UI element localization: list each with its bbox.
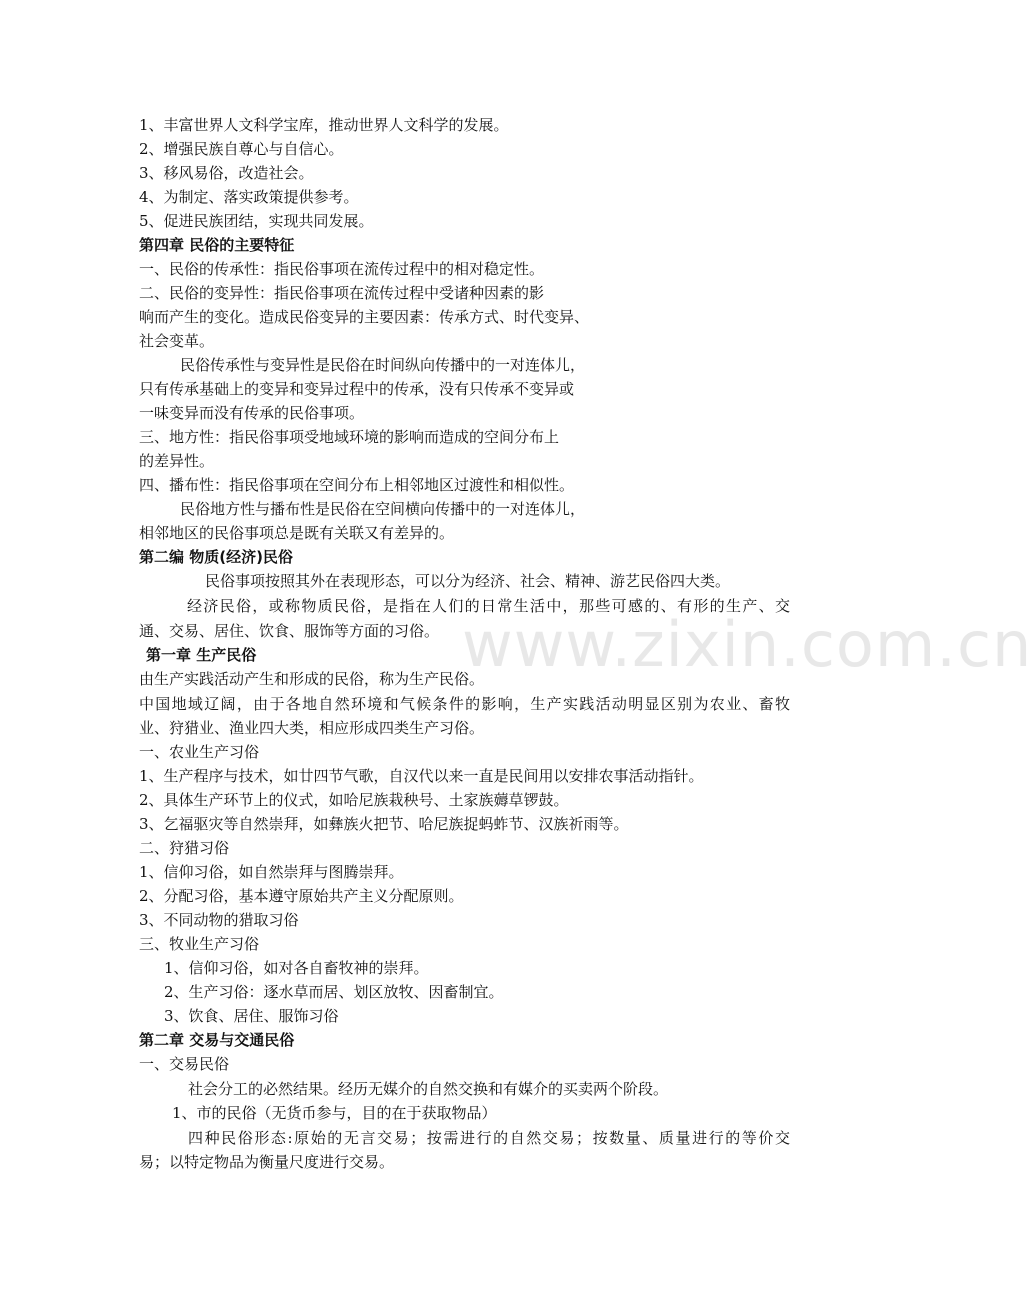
- paragraph-line: 四、播布性：指民俗事项在空间分布上相邻地区过渡性和相似性。: [139, 476, 575, 494]
- list-item: 2、增强民族自尊心与自信心。: [139, 140, 344, 158]
- list-item: 1、生产程序与技术，如廿四节气歌，自汉代以来一直是民间用以安排农事活动指针。: [139, 767, 704, 785]
- paragraph-line: 民俗地方性与播布性是民俗在空间横向传播中的一对连体儿，: [180, 500, 586, 518]
- paragraph-line: 二、民俗的变异性：指民俗事项在流传过程中受诸种因素的影: [139, 284, 545, 302]
- chapter-heading: 第一章 生产民俗: [146, 646, 257, 664]
- list-item: 2、具体生产环节上的仪式，如哈尼族栽秧号、土家族薅草锣鼓。: [139, 791, 569, 809]
- paragraph-line: 业、狩猎业、渔业四大类，相应形成四类生产习俗。: [139, 719, 485, 737]
- paragraph-line: 社会分工的必然结果。经历无媒介的自然交换和有媒介的买卖两个阶段。: [188, 1080, 669, 1098]
- paragraph-line: 社会变革。: [139, 332, 215, 350]
- paragraph-line: 三、地方性：指民俗事项受地域环境的影响而造成的空间分布上: [139, 428, 560, 446]
- paragraph-line: 通、交易、居住、饮食、服饰等方面的习俗。: [139, 622, 440, 640]
- part-heading: 第二编 物质(经济)民俗: [139, 548, 293, 566]
- section-heading: 三、牧业生产习俗: [139, 935, 260, 953]
- list-item: 1、丰富世界人文科学宝库，推动世界人文科学的发展。: [139, 116, 509, 134]
- chapter-heading: 第二章 交易与交通民俗: [139, 1031, 295, 1049]
- section-heading: 一、农业生产习俗: [139, 743, 260, 761]
- list-item: 2、生产习俗：逐水草而居、划区放牧、因畜制宜。: [164, 983, 504, 1001]
- paragraph-line: 的差异性。: [139, 452, 215, 470]
- paragraph-line: 民俗传承性与变异性是民俗在时间纵向传播中的一对连体儿，: [180, 356, 586, 374]
- list-item: 1、市的民俗（无货币参与，目的在于获取物品）: [172, 1104, 497, 1122]
- list-item: 5、促进民族团结，实现共同发展。: [139, 212, 374, 230]
- paragraph-line: 一、民俗的传承性：指民俗事项在流传过程中的相对稳定性。: [139, 260, 545, 278]
- watermark: www.zixin.com.cn: [462, 608, 1032, 681]
- paragraph-line: 四种民俗形态:原始的无言交易；按需进行的自然交易；按数量、质量进行的等价交: [188, 1129, 790, 1147]
- list-item: 3、饮食、居住、服饰习俗: [164, 1007, 339, 1025]
- paragraph-line: 民俗事项按照其外在表现形态，可以分为经济、社会、精神、游艺民俗四大类。: [205, 572, 731, 590]
- paragraph-line: 中国地域辽阔，由于各地自然环境和气候条件的影响，生产实践活动明显区别为农业、畜牧: [139, 695, 790, 713]
- list-item: 1、信仰习俗，如自然崇拜与图腾崇拜。: [139, 863, 404, 881]
- paragraph-line: 相邻地区的民俗事项总是既有关联又有差异的。: [139, 524, 455, 542]
- list-item: 1、信仰习俗，如对各自畜牧神的崇拜。: [164, 959, 429, 977]
- paragraph-line: 由生产实践活动产生和形成的民俗，称为生产民俗。: [139, 670, 485, 688]
- paragraph-line: 响而产生的变化。造成民俗变异的主要因素：传承方式、时代变异、: [139, 308, 590, 326]
- paragraph-line: 一味变异而没有传承的民俗事项。: [139, 404, 365, 422]
- list-item: 3、不同动物的猎取习俗: [139, 911, 299, 929]
- section-heading: 二、狩猎习俗: [139, 839, 230, 857]
- list-item: 3、乞福驱灾等自然崇拜，如彝族火把节、哈尼族捉蚂蚱节、汉族祈雨等。: [139, 815, 629, 833]
- paragraph-line: 易；以特定物品为衡量尺度进行交易。: [139, 1153, 395, 1171]
- section-heading: 一、交易民俗: [139, 1055, 230, 1073]
- list-item: 3、移风易俗，改造社会。: [139, 164, 314, 182]
- list-item: 4、为制定、落实政策提供参考。: [139, 188, 359, 206]
- chapter-heading: 第四章 民俗的主要特征: [139, 236, 295, 254]
- paragraph-line: 只有传承基础上的变异和变异过程中的传承，没有只传承不变异或: [139, 380, 575, 398]
- list-item: 2、分配习俗，基本遵守原始共产主义分配原则。: [139, 887, 464, 905]
- paragraph-line: 经济民俗，或称物质民俗，是指在人们的日常生活中，那些可感的、有形的生产、交: [187, 597, 790, 615]
